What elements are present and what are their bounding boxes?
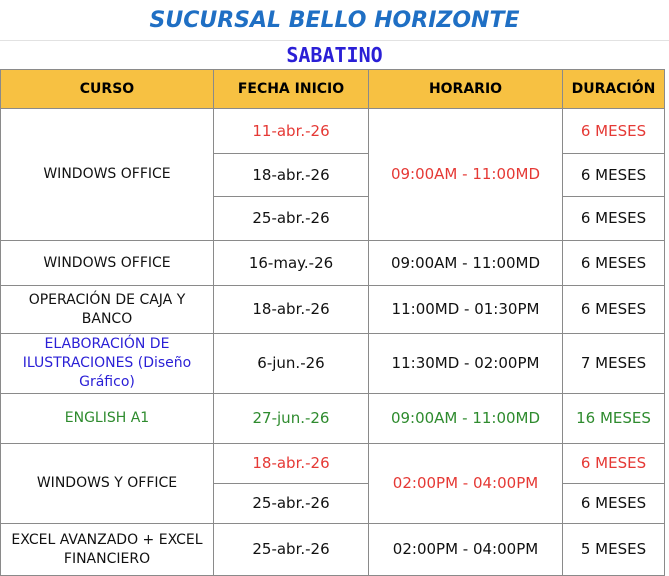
header-schedule: HORARIO [369, 70, 563, 109]
schedule-cell: 11:30MD - 02:00PM [369, 334, 563, 394]
duration-cell: 6 MESES [563, 444, 665, 484]
schedule-cell: 09:00AM - 11:00MD [369, 394, 563, 444]
schedule-cell: 09:00AM - 11:00MD [369, 109, 563, 241]
start-date-cell: 25-abr.-26 [214, 484, 369, 524]
duration-cell: 5 MESES [563, 524, 665, 576]
course-cell: WINDOWS OFFICE [1, 109, 214, 241]
schedule-cell: 11:00MD - 01:30PM [369, 286, 563, 334]
schedule-cell: 02:00PM - 04:00PM [369, 524, 563, 576]
schedule-cell: 02:00PM - 04:00PM [369, 444, 563, 524]
course-cell: WINDOWS OFFICE [1, 241, 214, 286]
duration-cell: 6 MESES [563, 197, 665, 241]
start-date-cell: 25-abr.-26 [214, 197, 369, 241]
table-row [1, 334, 665, 394]
table-row [1, 241, 665, 286]
start-date-cell: 25-abr.-26 [214, 524, 369, 576]
table-row [1, 444, 665, 484]
start-date-cell: 16-may.-26 [214, 241, 369, 286]
header-duration: DURACIÓN [563, 70, 665, 109]
table-header-row [1, 70, 665, 109]
branch-title: SUCURSAL BELLO HORIZONTE [149, 8, 520, 33]
start-date-cell: 18-abr.-26 [214, 444, 369, 484]
course-cell: WINDOWS Y OFFICE [1, 444, 214, 524]
start-date-cell: 18-abr.-26 [214, 286, 369, 334]
course-cell: OPERACIÓN DE CAJA Y BANCO [1, 286, 214, 334]
duration-cell: 6 MESES [563, 286, 665, 334]
start-date-cell: 27-jun.-26 [214, 394, 369, 444]
course-cell: ELABORACIÓN DE ILUSTRACIONES (Diseño Gráfico) [1, 334, 214, 394]
schedule-subtitle: SABATINO [286, 43, 383, 67]
duration-cell: 16 MESES [563, 394, 665, 444]
duration-cell: 6 MESES [563, 241, 665, 286]
schedule-cell: 09:00AM - 11:00MD [369, 241, 563, 286]
title-divider [0, 40, 669, 41]
header-course: CURSO [1, 70, 214, 109]
course-schedule-table [0, 69, 665, 576]
start-date-cell: 6-jun.-26 [214, 334, 369, 394]
header-start-date: FECHA INICIO [214, 70, 369, 109]
table-row [1, 394, 665, 444]
course-cell: EXCEL AVANZADO + EXCEL FINANCIERO [1, 524, 214, 576]
table-row [1, 286, 665, 334]
table-row [1, 524, 665, 576]
duration-cell: 6 MESES [563, 154, 665, 197]
duration-cell: 6 MESES [563, 109, 665, 154]
course-cell: ENGLISH A1 [1, 394, 214, 444]
duration-cell: 6 MESES [563, 484, 665, 524]
start-date-cell: 11-abr.-26 [214, 109, 369, 154]
table-row [1, 109, 665, 154]
duration-cell: 7 MESES [563, 334, 665, 394]
start-date-cell: 18-abr.-26 [214, 154, 369, 197]
